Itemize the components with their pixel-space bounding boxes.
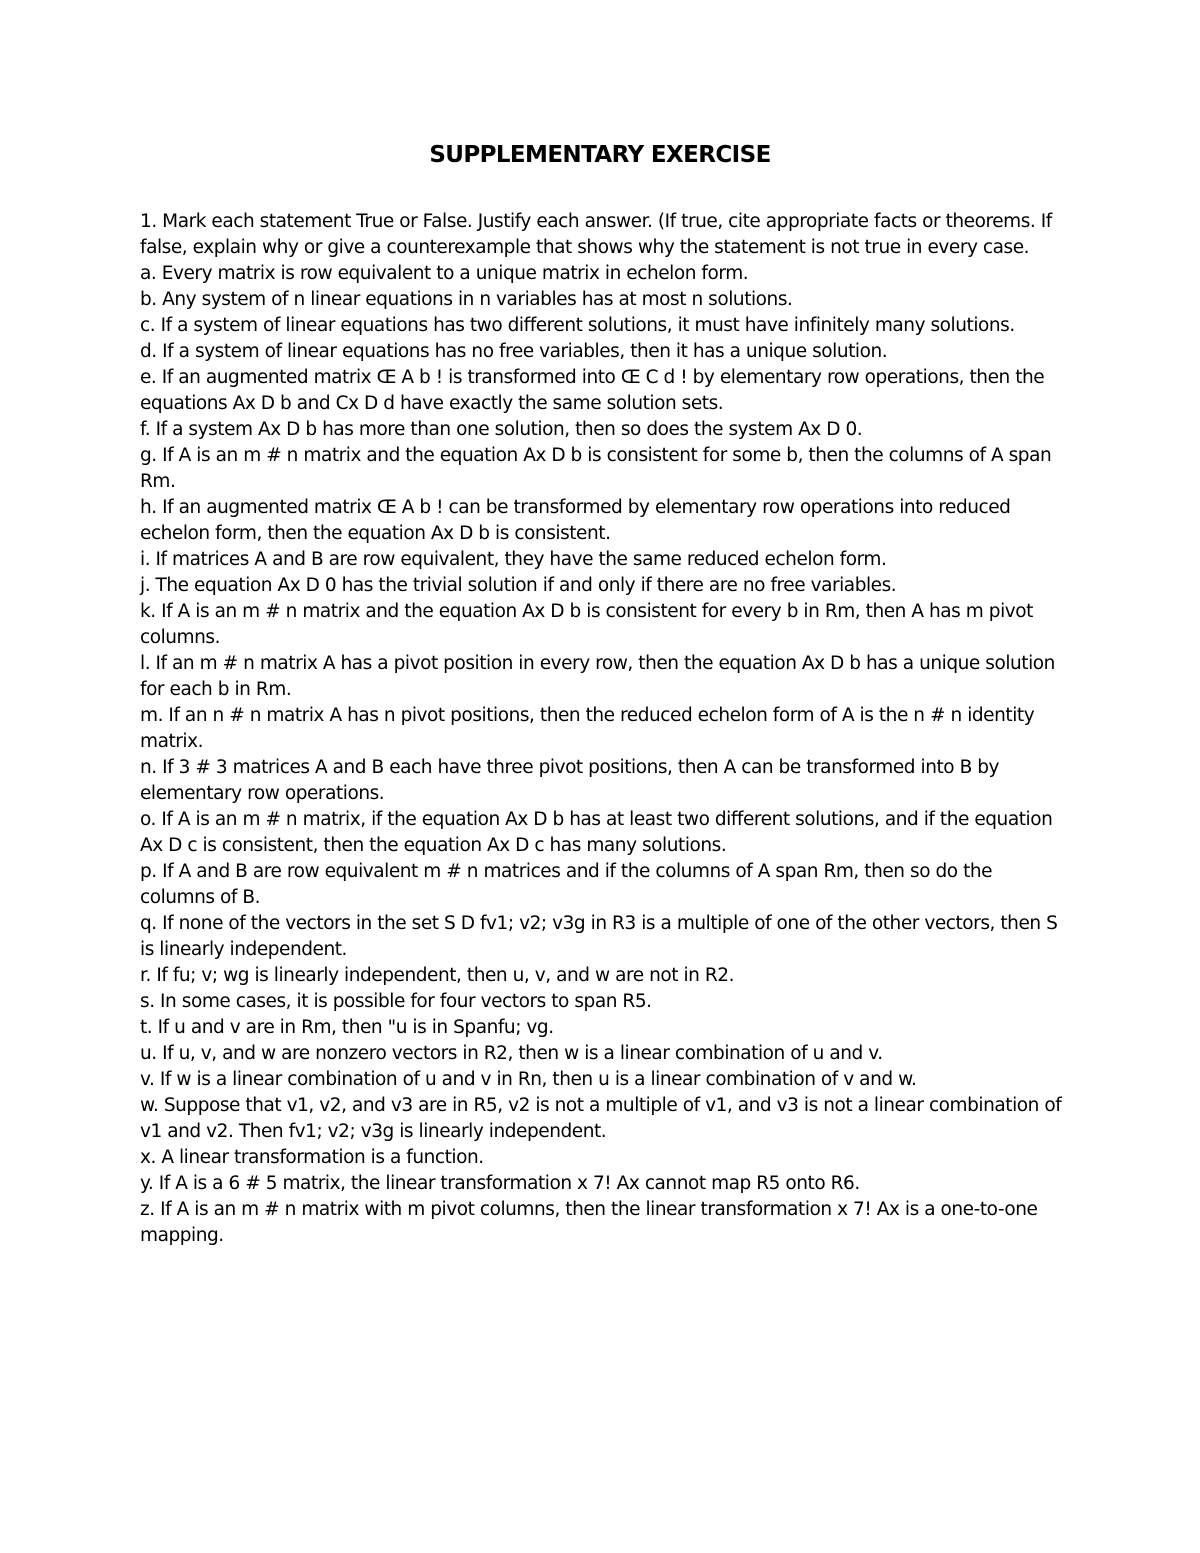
statement-g: g. If A is an m # n matrix and the equation Ax D b is consistent for some b, then the columns of A span Rm.	[140, 445, 1052, 492]
statement-p: p. If A and B are row equivalent m # n matrices and if the columns of A span Rm, then so do the columns of B.	[140, 861, 993, 908]
statement-x: x. A linear transformation is a function.	[140, 1147, 484, 1168]
statement-w: w. Suppose that v1, v2, and v3 are in R5, v2 is not a multiple of v1, and v3 is not a linear combination of v1 and v2. Then fv1; v2; v3g is linearly independent.	[140, 1095, 1062, 1142]
statement-v: v. If w is a linear combination of u and v in Rn, then u is a linear combination of v and w.	[140, 1069, 917, 1090]
statement-i: i. If matrices A and B are row equivalent, they have the same reduced echelon form.	[140, 549, 887, 570]
statement-s: s. In some cases, it is possible for four vectors to span R5.	[140, 991, 652, 1012]
statement-n: n. If 3 # 3 matrices A and B each have three pivot positions, then A can be transformed into B by elementary row operations.	[140, 757, 1000, 804]
statement-q: q. If none of the vectors in the set S D fv1; v2; v3g in R3 is a multiple of one of the other vectors, then S is linearly independent.	[140, 913, 1058, 960]
statement-j: j. The equation Ax D 0 has the trivial solution if and only if there are no free variables.	[140, 575, 897, 596]
exercise-instructions: 1. Mark each statement True or False. Justify each answer. (If true, cite appropriate facts or theorems. If false, explain why or give a counterexample that shows why the statement is not true in every case.	[140, 211, 1052, 258]
statement-f: f. If a system Ax D b has more than one solution, then so does the system Ax D 0.	[140, 419, 863, 440]
statement-b: b. Any system of n linear equations in n variables has at most n solutions.	[140, 289, 793, 310]
statement-l: l. If an m # n matrix A has a pivot position in every row, then the equation Ax D b has a unique solution for each b in Rm.	[140, 653, 1055, 700]
statement-z: z. If A is an m # n matrix with m pivot columns, then the linear transformation x 7! Ax is a one-to-one mapping.	[140, 1199, 1038, 1246]
statement-r: r. If fu; v; wg is linearly independent, then u, v, and w are not in R2.	[140, 965, 735, 986]
statement-a: a. Every matrix is row equivalent to a unique matrix in echelon form.	[140, 263, 749, 284]
statement-c: c. If a system of linear equations has two different solutions, it must have infinitely many solutions.	[140, 315, 1015, 336]
statement-o: o. If A is an m # n matrix, if the equation Ax D b has at least two different solutions, and if the equation Ax D c is consistent, then the equation Ax D c has many solutions.	[140, 809, 1053, 856]
statement-d: d. If a system of linear equations has no free variables, then it has a unique solution.	[140, 341, 888, 362]
statement-k: k. If A is an m # n matrix and the equation Ax D b is consistent for every b in Rm, then A has m pivot columns.	[140, 601, 1033, 648]
document-title: SUPPLEMENTARY EXERCISE	[429, 142, 771, 168]
statement-h: h. If an augmented matrix Œ A b ! can be transformed by elementary row operations into reduced echelon form, then the equation Ax D b is consistent.	[140, 497, 1011, 544]
statement-u: u. If u, v, and w are nonzero vectors in R2, then w is a linear combination of u and v.	[140, 1043, 883, 1064]
statement-y: y. If A is a 6 # 5 matrix, the linear transformation x 7! Ax cannot map R5 onto R6.	[140, 1173, 860, 1194]
statement-t: t. If u and v are in Rm, then "u is in Spanfu; vg.	[140, 1017, 554, 1038]
exercise-body	[140, 209, 1070, 1249]
statement-e: e. If an augmented matrix Œ A b ! is transformed into Œ C d ! by elementary row operations, then the equations Ax D b and Cx D d have exactly the same solution sets.	[140, 367, 1045, 414]
statement-m: m. If an n # n matrix A has n pivot positions, then the reduced echelon form of A is the n # n identity matrix.	[140, 705, 1035, 752]
